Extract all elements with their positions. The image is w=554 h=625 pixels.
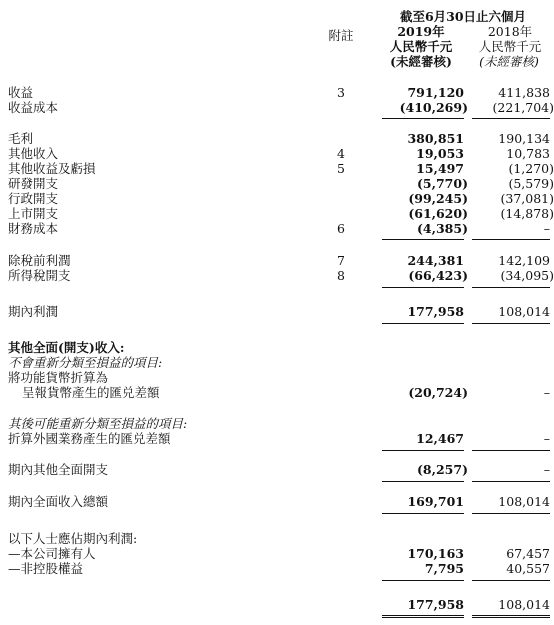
label-other-gains: 其他收益及虧損 bbox=[8, 161, 96, 176]
rule-2019-8 bbox=[382, 580, 464, 581]
value-2019-nci: 7,795 bbox=[424, 561, 464, 576]
value-2018-admin: (37,081) bbox=[500, 191, 554, 206]
label-nci: —非控股權益 bbox=[8, 561, 84, 576]
label-fx-foreign: 折算外國業務產生的匯兑差額 bbox=[8, 431, 171, 446]
label-revenue: 收益 bbox=[8, 85, 34, 100]
rule-2019-3 bbox=[382, 287, 464, 288]
rule-2018-7 bbox=[472, 513, 550, 514]
label-oci-heading: 其他全面(開支)收入: bbox=[8, 340, 125, 355]
label-owners: —本公司擁有人 bbox=[8, 546, 96, 561]
value-2018-tax: (34,095) bbox=[500, 268, 554, 283]
value-2018-revenue: 411,838 bbox=[498, 85, 550, 100]
rule-2018-double-b bbox=[472, 617, 550, 618]
note-finance-costs: 6 bbox=[337, 221, 345, 236]
label-tci: 期內全面收入總額 bbox=[8, 494, 109, 509]
value-2019-pbt: 244,381 bbox=[407, 253, 464, 268]
value-2019-tci: 169,701 bbox=[407, 494, 464, 509]
value-2019-attrib-total: 177,958 bbox=[407, 597, 464, 612]
label-tax: 所得稅開支 bbox=[8, 268, 71, 283]
label-pbt: 除稅前利潤 bbox=[8, 253, 71, 268]
value-2019-other-gains: 15,497 bbox=[416, 161, 464, 176]
value-2019-other-income: 19,053 bbox=[416, 146, 464, 161]
note-tax: 8 bbox=[337, 268, 345, 283]
value-2019-revenue: 791,120 bbox=[407, 85, 464, 100]
rule-2018-5 bbox=[472, 450, 550, 451]
value-2018-tci: 108,014 bbox=[498, 494, 550, 509]
label-profit: 期內利潤 bbox=[8, 304, 59, 319]
value-2018-profit: 108,014 bbox=[498, 304, 550, 319]
label-may-reclass-heading: 其後可能重新分類至損益的項目: bbox=[8, 416, 188, 431]
rule-2019-4 bbox=[382, 323, 464, 324]
value-2018-other-gains: (1,270) bbox=[508, 161, 554, 176]
rule-2018-1 bbox=[472, 118, 550, 119]
value-2018-owners: 67,457 bbox=[506, 546, 550, 561]
value-2018-gross-profit: 190,134 bbox=[498, 131, 550, 146]
rule-2018-double-a bbox=[472, 615, 550, 616]
year-2018-header: 2018年 bbox=[487, 24, 533, 39]
rule-2019-5 bbox=[382, 450, 464, 451]
value-2019-owners: 170,163 bbox=[407, 546, 464, 561]
rule-2018-2 bbox=[472, 239, 550, 240]
note-other-income: 4 bbox=[337, 146, 345, 161]
value-2019-profit: 177,958 bbox=[407, 304, 464, 319]
rule-2019-2 bbox=[382, 239, 464, 240]
rule-2018-6 bbox=[472, 481, 550, 482]
value-2019-fx-functional: (20,724) bbox=[408, 385, 468, 400]
value-2018-nci: 40,557 bbox=[506, 561, 550, 576]
currency-2018: 人民幣千元 bbox=[478, 39, 542, 54]
rule-2019-double-a bbox=[382, 615, 464, 616]
value-2019-finance-costs: (4,385) bbox=[417, 221, 468, 236]
label-rnd: 研發開支 bbox=[8, 176, 59, 191]
value-2018-fx-functional: – bbox=[543, 385, 550, 400]
value-2018-listing: (14,878) bbox=[500, 206, 554, 221]
value-2019-listing: (61,620) bbox=[408, 206, 468, 221]
note-pbt: 7 bbox=[337, 253, 345, 268]
label-fx-functional-2: 呈報貨幣產生的匯兑差額 bbox=[22, 385, 160, 400]
note-revenue: 3 bbox=[337, 85, 345, 100]
value-2018-cost-of-revenue: (221,704) bbox=[492, 100, 554, 115]
label-cost-of-revenue: 收益成本 bbox=[8, 100, 59, 115]
label-fx-functional-1: 將功能貨幣折算為 bbox=[8, 370, 109, 385]
label-other-income: 其他收入 bbox=[8, 146, 59, 161]
label-admin: 行政開支 bbox=[8, 191, 59, 206]
value-2019-gross-profit: 380,851 bbox=[407, 131, 464, 146]
value-2019-tax: (66,423) bbox=[408, 268, 468, 283]
year-2019-header: 2019年 bbox=[397, 24, 445, 39]
rule-2019-double-b bbox=[382, 617, 464, 618]
value-2019-rnd: (5,770) bbox=[417, 176, 468, 191]
rule-2019-1 bbox=[382, 118, 464, 119]
audit-2018: (未經審核) bbox=[479, 54, 539, 69]
label-listing: 上市開支 bbox=[8, 206, 59, 221]
label-gross-profit: 毛利 bbox=[8, 131, 34, 146]
rule-2018-4 bbox=[472, 323, 550, 324]
period-header: 截至6月30日止六個月 bbox=[399, 9, 527, 24]
value-2019-fx-foreign: 12,467 bbox=[416, 431, 464, 446]
label-finance-costs: 財務成本 bbox=[8, 221, 59, 236]
value-2019-admin: (99,245) bbox=[408, 191, 468, 206]
value-2019-cost-of-revenue: (410,269) bbox=[399, 100, 468, 115]
rule-2018-8 bbox=[472, 580, 550, 581]
value-2019-oci-total: (8,257) bbox=[417, 462, 468, 477]
value-2018-other-income: 10,783 bbox=[506, 146, 550, 161]
label-oci-total: 期內其他全面開支 bbox=[8, 462, 109, 477]
value-2018-finance-costs: – bbox=[543, 221, 550, 236]
rule-2019-6 bbox=[382, 481, 464, 482]
value-2018-rnd: (5,579) bbox=[508, 176, 554, 191]
note-other-gains: 5 bbox=[337, 161, 345, 176]
label-attrib-heading: 以下人士應佔期內利潤: bbox=[8, 531, 138, 546]
value-2018-pbt: 142,109 bbox=[498, 253, 550, 268]
rule-2018-3 bbox=[472, 287, 550, 288]
value-2018-attrib-total: 108,014 bbox=[498, 597, 550, 612]
audit-2019: (未經審核) bbox=[390, 54, 452, 69]
label-not-reclass-heading: 不會重新分類至損益的項目: bbox=[8, 355, 163, 370]
value-2018-oci-total: – bbox=[543, 462, 550, 477]
note-column-header: 附註 bbox=[328, 28, 354, 43]
currency-2019: 人民幣千元 bbox=[389, 39, 453, 54]
value-2018-fx-foreign: – bbox=[543, 431, 550, 446]
rule-2019-7 bbox=[382, 513, 464, 514]
